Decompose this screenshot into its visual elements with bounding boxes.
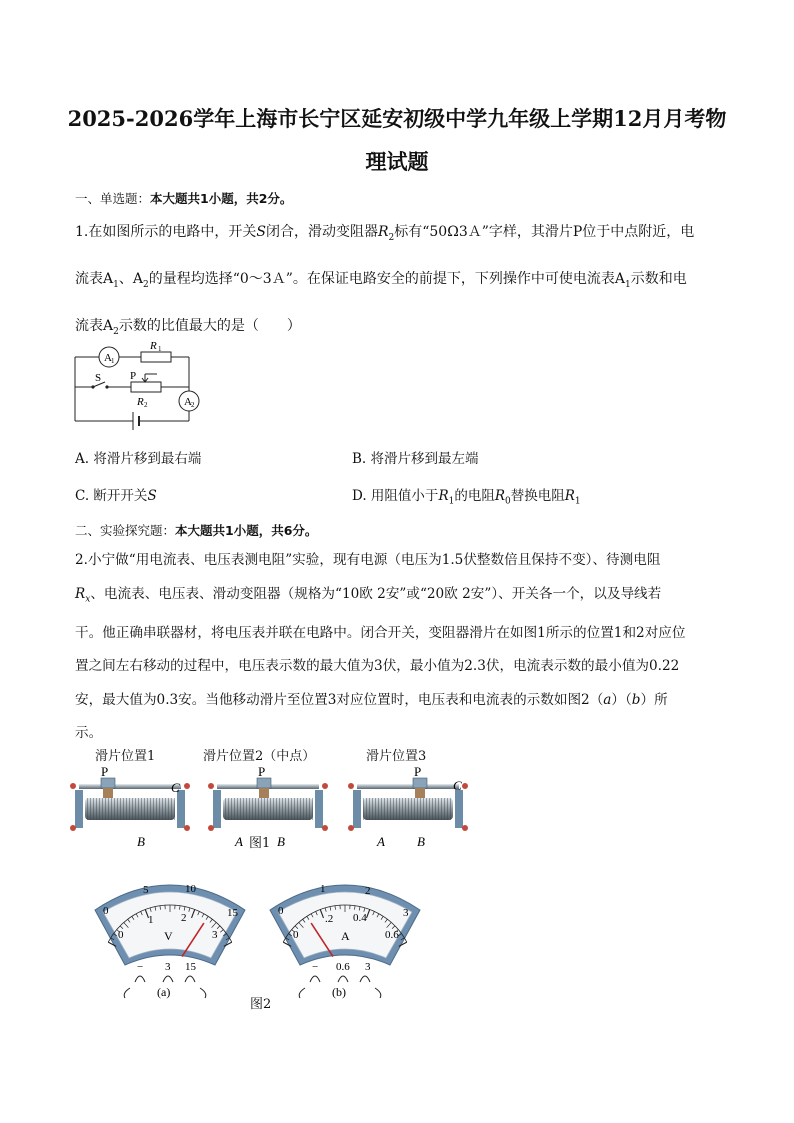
v-term-neg: − <box>137 961 144 973</box>
figure-1-rheostats <box>65 760 485 850</box>
v-bot-2: 2 <box>181 912 187 924</box>
svg-text:2: 2 <box>191 401 195 409</box>
figure-2-meters <box>85 870 435 1005</box>
a-unit: A <box>341 929 350 943</box>
ammeter <box>270 883 420 999</box>
a-term-0.6: 0.6 <box>336 961 350 973</box>
fig1-pos3-label: 滑片位置3 <box>366 749 427 764</box>
question-2: 2.小宁做“用电流表、电压表测电阻”实验，现有电源（电压为1.5伏整数倍且保持不变）、待测电阻 $R_x$、电流表、电压表、滑动变阻器（规格为“10欧 2安”或“20欧 2安”）、开关各一个，以及导线若 干。他正确串联器材，将电压表并联在电路中。闭合开关，变阻器滑片在如图1所示的位置1和2对应位 置之间左右移动的过程中，电压表示数的最大值为3伏，最小值为2.3伏，电流表示数的最小值为0.22 安，最大值为0.3安。当他移动滑片至位置3对应位置时，电压表和电流表的示数如图2（a）（b）所 示。 <box>75 552 686 742</box>
fig1-caption: 图1 <box>249 836 271 851</box>
svg-text:1: 1 <box>158 345 162 353</box>
a-top-0: 0 <box>278 905 284 917</box>
a-term-neg: − <box>312 961 319 973</box>
fig1-b2: B <box>277 834 285 849</box>
v-unit: V <box>164 929 173 943</box>
option-d: D. 用阻值小于$R_1$的电阻$R_0$替换电阻$R_1$ <box>352 488 581 507</box>
fig1-c3: C <box>453 778 462 793</box>
circuit-diagram <box>65 335 215 440</box>
rheostat-r2 <box>131 382 161 392</box>
v-bot-3: 3 <box>212 929 218 941</box>
section-heading-1 <box>75 189 292 207</box>
fig1-p1: P <box>101 764 109 779</box>
page-title: 2025-2026学年上海市长宁区延安初级中学九年级上学期12月月考物 <box>67 106 727 131</box>
v-top-5: 5 <box>143 884 149 896</box>
rheostat-position-2 <box>208 778 328 831</box>
fig1-b3: B <box>417 834 425 849</box>
label-b: (b) <box>332 985 346 999</box>
svg-text:R: R <box>150 340 157 352</box>
v-bot-0: 0 <box>118 929 124 941</box>
v-term-15: 15 <box>185 961 196 973</box>
a-top-3: 3 <box>403 907 409 919</box>
question-1: 1.在如图所示的电路中，开关S闭合，滑动变阻器$R_2$标有“50Ω3Ａ”字样，其滑片P位于中点附近，电 流表$A_1$、$A_2$的量程均选择“0～3Ａ”。在保证电路安全的前提下，下列操作中可使电流表$A_1$示数和电 流表$A_2$示数的比值最大的是（ ） <box>75 224 695 337</box>
option-c: C. 断开开关S <box>75 488 157 504</box>
switch-label: S <box>95 372 102 384</box>
fig1-pos2-label: 滑片位置2（中点） <box>203 749 316 764</box>
fig1-a3: A <box>377 834 385 849</box>
v-bot-1: 1 <box>148 914 154 926</box>
svg-text:R: R <box>137 396 144 408</box>
label-a: (a) <box>157 985 171 999</box>
a-top-1: 1 <box>320 883 326 895</box>
section-detail: 本大题共1小题，共2分。 <box>150 191 293 206</box>
a-bot-0.2: .2 <box>325 913 334 925</box>
svg-text:1: 1 <box>111 357 115 365</box>
section-name: 二、实验探究题： <box>75 523 176 538</box>
fig1-p2: P <box>258 764 266 779</box>
option-b: B. 将滑片移到最左端 <box>352 451 479 467</box>
fig1-p3: P <box>414 764 422 779</box>
section-name: 一、单选题： <box>75 191 151 206</box>
rheostat-position-3 <box>348 778 468 831</box>
a-top-2: 2 <box>365 885 371 897</box>
svg-text:P: P <box>130 370 137 382</box>
section-heading-2 <box>75 521 317 539</box>
svg-text:A: A <box>184 396 192 408</box>
v-top-10: 10 <box>185 883 196 895</box>
svg-text:A: A <box>104 352 112 364</box>
option-a: A. 将滑片移到最右端 <box>75 451 202 467</box>
svg-text:2: 2 <box>144 401 148 409</box>
fig1-c1: C <box>171 780 180 795</box>
page-title-cont: 理试题 <box>365 149 429 174</box>
resistor-r1 <box>141 352 171 362</box>
section-detail: 本大题共1小题，共6分。 <box>175 523 318 538</box>
a-bot-0.4: 0.4 <box>353 912 367 924</box>
a-bot-0: 0 <box>293 929 299 941</box>
a-term-3: 3 <box>365 961 371 973</box>
v-top-15: 15 <box>227 907 238 919</box>
v-term-3: 3 <box>165 961 171 973</box>
voltmeter <box>95 883 245 999</box>
a-bot-0.6: 0.6 <box>385 929 399 941</box>
fig2-caption: 图2 <box>250 997 272 1012</box>
v-top-0: 0 <box>103 905 109 917</box>
fig1-pos1-label: 滑片位置1 <box>95 749 156 764</box>
fig1-b1: B <box>137 834 145 849</box>
fig1-a2: A <box>235 834 243 849</box>
